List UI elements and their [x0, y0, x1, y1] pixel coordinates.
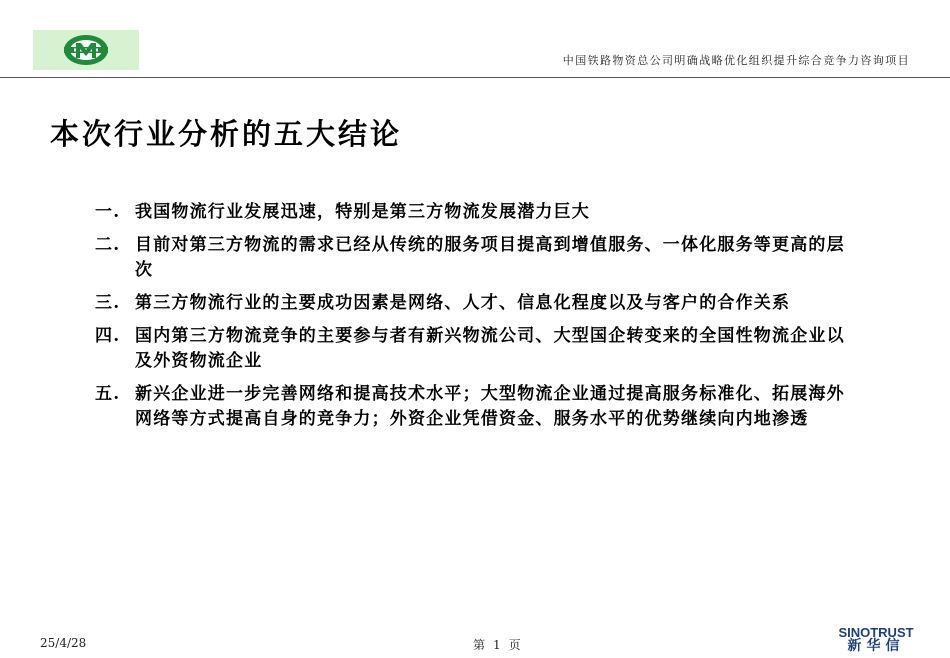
conclusion-number: 三. [95, 293, 121, 313]
page-suffix: 页 [508, 638, 521, 652]
page-number: 1 [493, 638, 501, 652]
conclusions-list [95, 200, 875, 440]
footer-date: 25/4/28 [40, 636, 87, 650]
conclusion-item [95, 200, 875, 225]
conclusion-item [95, 382, 875, 432]
conclusion-item [95, 233, 875, 283]
conclusion-number: 二. [95, 235, 121, 255]
conclusion-text: 第三方物流行业的主要成功因素是网络、人才、信息化程度以及与客户的合作关系 [135, 293, 791, 313]
conclusion-text: 目前对第三方物流的需求已经从传统的服务项目提高到增值服务、一体化服务等更高的层次 [135, 235, 845, 280]
sinotrust-brand-logo [836, 626, 916, 652]
conclusion-text: 新兴企业进一步完善网络和提高技术水平；大型物流企业通过提高服务标准化、拓展海外网络等方式提高自身的竞争力；外资企业凭借资金、服务水平的优势继续向内地渗透 [135, 384, 845, 429]
conclusion-text: 国内第三方物流竞争的主要参与者有新兴物流公司、大型国企转变来的全国性物流企业以及外资物流企业 [135, 326, 845, 371]
page-indicator [469, 636, 525, 653]
company-m-logo-icon [62, 33, 110, 67]
company-logo [33, 30, 139, 70]
page-prefix: 第 [473, 638, 486, 652]
conclusion-number: 五. [95, 384, 121, 404]
brand-name-cn: 新华信 [847, 637, 905, 653]
slide-title: 本次行业分析的五大结论 [50, 117, 403, 151]
conclusion-item [95, 291, 875, 316]
conclusion-number: 四. [95, 326, 121, 346]
conclusion-number: 一. [95, 202, 121, 222]
brand-name-en: SINOTRUST [838, 625, 914, 640]
conclusion-text: 我国物流行业发展迅速，特别是第三方物流发展潜力巨大 [135, 202, 590, 222]
header-title: 中国铁路物资总公司明确战略优化组织提升综合竞争力咨询项目 [562, 54, 910, 67]
conclusion-item [95, 324, 875, 374]
header-divider [0, 77, 950, 78]
